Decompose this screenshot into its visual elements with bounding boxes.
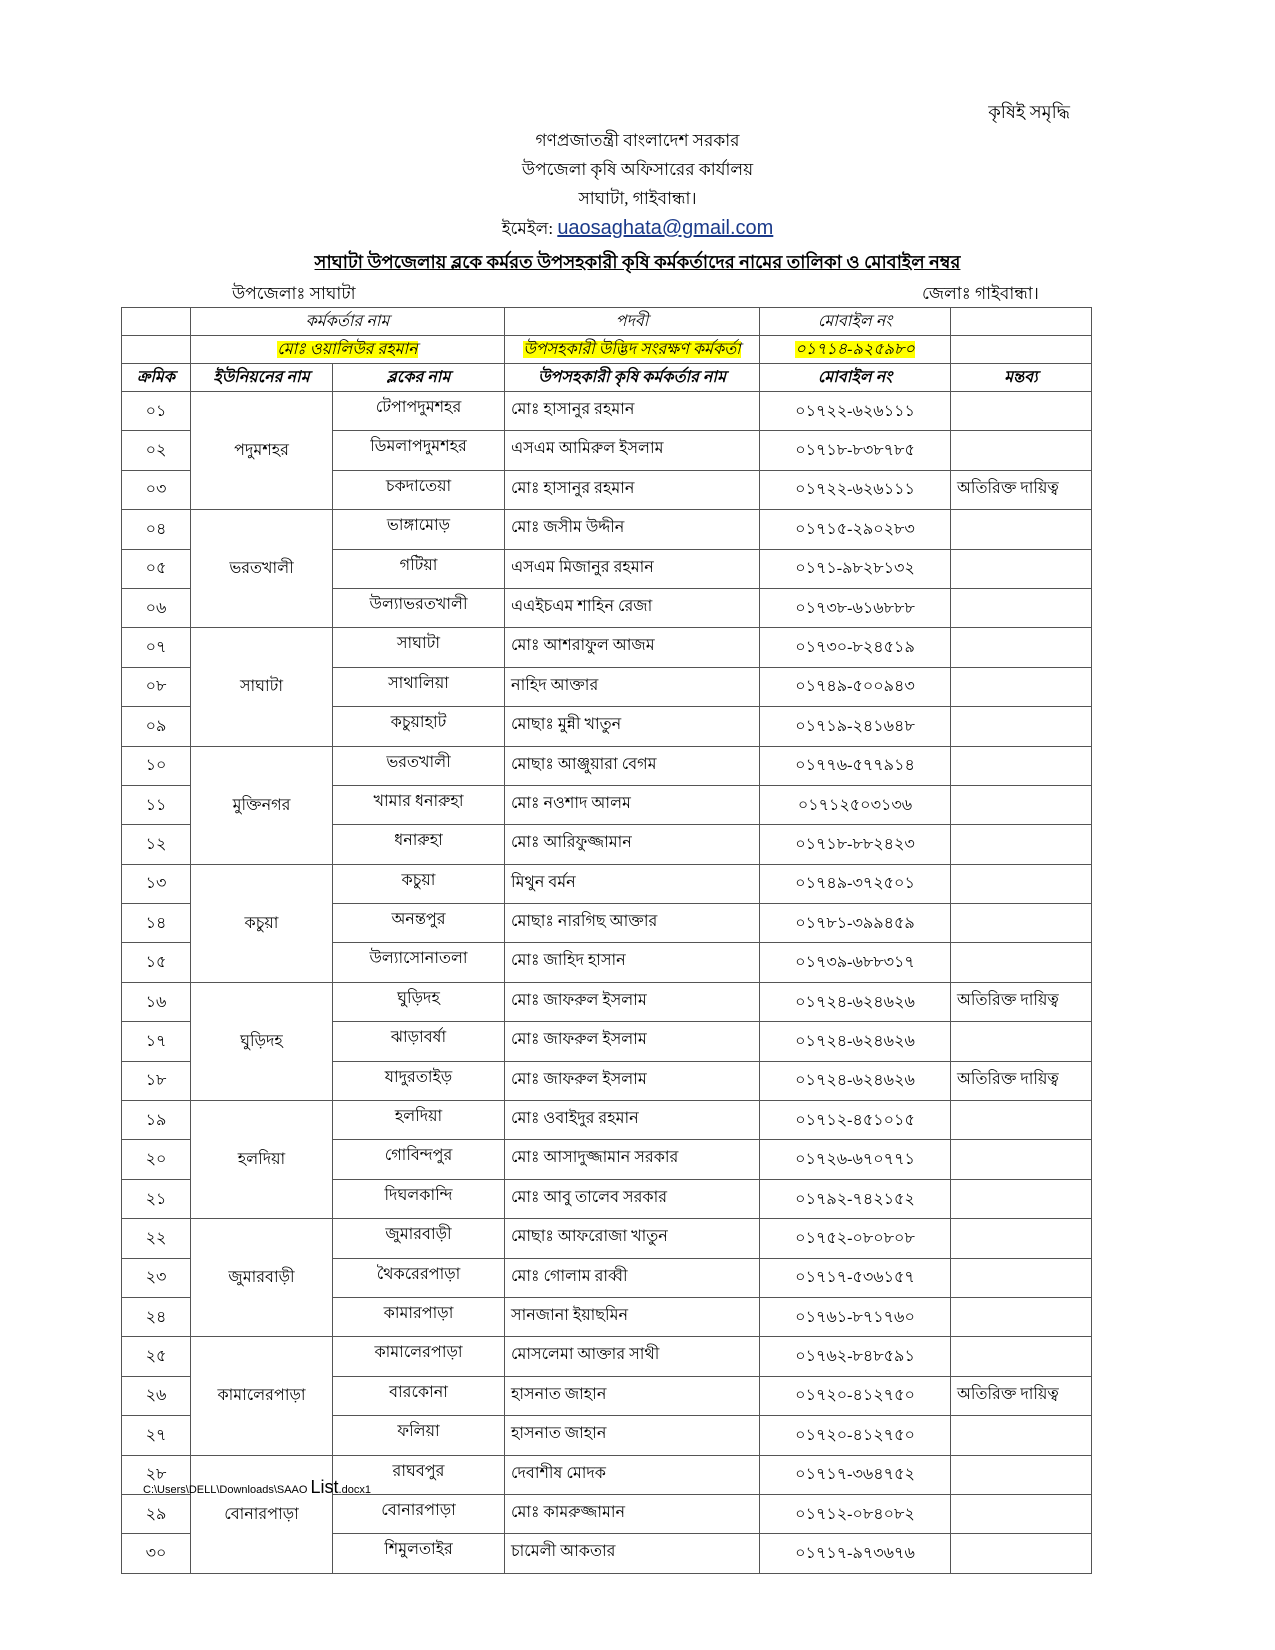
remark-cell (951, 864, 1092, 903)
mobile-cell: ০১৭১৭-৩৬৪৭৫২ (760, 1455, 951, 1494)
serial-cell: ২৯ (122, 1494, 191, 1533)
officer-name-cell: এসএম মিজানুর রহমান (505, 549, 760, 588)
serial-cell: ২২ (122, 1219, 191, 1258)
mobile-cell: ০১৭১২৫০৩১৩৬ (760, 785, 951, 824)
remark-cell (951, 825, 1092, 864)
serial-cell: ২৭ (122, 1416, 191, 1455)
block-cell: জুমারবাড়ী (333, 1219, 505, 1258)
block-cell: উল্যাসোনাতলা (333, 943, 505, 982)
remark-cell (951, 510, 1092, 549)
col-mobile: মোবাইল নং (760, 364, 951, 392)
block-cell: গোবিন্দপুর (333, 1140, 505, 1179)
mobile-cell: ০১৭১৭-৯৭৩৬৭৬ (760, 1534, 951, 1573)
serial-cell: ২৩ (122, 1258, 191, 1297)
block-cell: কামালেরপাড়া (333, 1337, 505, 1376)
serial-cell: ০৬ (122, 588, 191, 627)
officer-mobile: ০১৭১৪-৯২৫৯৮০ (795, 341, 915, 358)
remark-cell (951, 1337, 1092, 1376)
officer-name-cell: মোছাঃ মুন্নী খাতুন (505, 707, 760, 746)
officer-name-cell: মোঃ জাফরুল ইসলাম (505, 1061, 760, 1100)
officer-row (122, 336, 1092, 364)
table-row (122, 746, 1092, 785)
union-cell: কচুয়া (191, 864, 333, 982)
serial-cell: ২৫ (122, 1337, 191, 1376)
remark-cell (951, 943, 1092, 982)
officer-post: উপসহকারী উদ্ভিদ সংরক্ষণ কর্মকর্তা (523, 341, 741, 358)
mobile-cell: ০১৭৬১-৮৭১৭৬০ (760, 1297, 951, 1336)
union-cell: সাঘাটা (191, 628, 333, 746)
block-cell: গটিয়া (333, 549, 505, 588)
remark-cell: অতিরিক্ত দায়িত্ব (951, 1376, 1092, 1415)
col-union: ইউনিয়নের নাম (191, 364, 333, 392)
mobile-cell: ০১৭৬২-৮৪৮৫৯১ (760, 1337, 951, 1376)
officer-name-cell: মোঃ আসাদুজ্জামান সরকার (505, 1140, 760, 1179)
block-cell: অনন্তপুর (333, 904, 505, 943)
mobile-cell: ০১৭৩৮-৬১৬৮৮৮ (760, 588, 951, 627)
office-name: উপজেলা কৃষি অফিসারের কার্যালয় (521, 160, 754, 179)
email-link[interactable]: uaosaghata@gmail.com (557, 217, 774, 239)
block-cell: ভাঙ্গামোড় (333, 510, 505, 549)
officer-name-cell: মিথুন বর্মন (505, 864, 760, 903)
officer-name: মোঃ ওয়ালিউর রহমান (277, 341, 418, 358)
officer-name-cell: মোঃ ওবাইদুর রহমান (505, 1101, 760, 1140)
block-cell: ফলিয়া (333, 1416, 505, 1455)
serial-cell: ০৫ (122, 549, 191, 588)
remark-cell (951, 1494, 1092, 1533)
mobile-cell: ০১৭২০-৪১২৭৫০ (760, 1376, 951, 1415)
upazila-label: উপজেলাঃ সাঘাটা (232, 284, 356, 303)
block-cell: খামার ধনারুহা (333, 785, 505, 824)
block-cell: যাদুরতাইড় (333, 1061, 505, 1100)
union-cell: পদুমশহর (191, 392, 333, 510)
officer-name-cell: হাসনাত জাহান (505, 1376, 760, 1415)
serial-cell: ১৩ (122, 864, 191, 903)
officer-name-cell: মোঃ জসীম উদ্দীন (505, 510, 760, 549)
serial-cell: ০৭ (122, 628, 191, 667)
remark-cell (951, 1258, 1092, 1297)
serial-cell: ২১ (122, 1179, 191, 1218)
block-cell: সাঘাটা (333, 628, 505, 667)
serial-cell: ১৯ (122, 1101, 191, 1140)
officer-header-row (122, 308, 1092, 336)
officer-name-cell: মোঃ আবু তালেব সরকার (505, 1179, 760, 1218)
remark-cell (951, 392, 1092, 431)
remark-cell (951, 588, 1092, 627)
district-label: জেলাঃ গাইবান্ধা। (922, 284, 1039, 303)
remark-cell (951, 1101, 1092, 1140)
mobile-cell: ০১৭২২-৬২৬১১১ (760, 392, 951, 431)
block-cell: কচুয়া (333, 864, 505, 903)
block-cell: ভরতখালী (333, 746, 505, 785)
remark-cell (951, 1455, 1092, 1494)
remark-cell: অতিরিক্ত দায়িত্ব (951, 982, 1092, 1021)
remark-cell (951, 785, 1092, 824)
govt-name: গণপ্রজাতন্ত্রী বাংলাদেশ সরকার (535, 131, 740, 150)
officer-name-cell: মোছাঃ নারগিছ আক্তার (505, 904, 760, 943)
remark-cell (951, 1140, 1092, 1179)
block-cell: ধনারুহা (333, 825, 505, 864)
block-cell: টেপাপদুমশহর (333, 392, 505, 431)
officer-name-cell: চামেলী আকতার (505, 1534, 760, 1573)
officer-name-cell: মোঃ কামরুজ্জামান (505, 1494, 760, 1533)
serial-cell: ০৩ (122, 470, 191, 509)
mobile-cell: ০১৭৪৯-৫০০৯৪৩ (760, 667, 951, 706)
block-cell: রাঘবপুর (333, 1455, 505, 1494)
officer-name-cell: মোছাঃ আঞ্জুয়ারা বেগম (505, 746, 760, 785)
remark-cell (951, 746, 1092, 785)
col-officer: উপসহকারী কৃষি কর্মকর্তার নাম (505, 364, 760, 392)
union-cell: ভরতখালী (191, 510, 333, 628)
mobile-cell: ০১৭১৭-৫৩৬১৫৭ (760, 1258, 951, 1297)
serial-cell: ২৬ (122, 1376, 191, 1415)
remark-cell: অতিরিক্ত দায়িত্ব (951, 1061, 1092, 1100)
mobile-cell: ০১৭১৮-৮৩৮৭৮৫ (760, 431, 951, 470)
serial-cell: ১৫ (122, 943, 191, 982)
col-serial: ক্রমিক (122, 364, 191, 392)
remark-cell (951, 667, 1092, 706)
block-cell: থৈকরেরপাড়া (333, 1258, 505, 1297)
column-header-row (122, 364, 1092, 392)
remark-cell (951, 1416, 1092, 1455)
mobile-cell: ০১৭১-৯৮২৮১৩২ (760, 549, 951, 588)
serial-cell: ০৪ (122, 510, 191, 549)
mobile-cell: ০১৭৯২-৭৪২১৫২ (760, 1179, 951, 1218)
remark-cell (951, 628, 1092, 667)
remark-cell (951, 707, 1092, 746)
block-cell: চকদাতেয়া (333, 470, 505, 509)
col-remark: মন্তব্য (951, 364, 1092, 392)
block-cell: দিঘলকান্দি (333, 1179, 505, 1218)
mobile-cell: ০১৭৩০-৮২৪৫১৯ (760, 628, 951, 667)
remark-cell (951, 1219, 1092, 1258)
block-cell: ডিমলাপদুমশহর (333, 431, 505, 470)
table-row (122, 1101, 1092, 1140)
serial-cell: ০২ (122, 431, 191, 470)
block-cell: সাথালিয়া (333, 667, 505, 706)
remark-cell (951, 1022, 1092, 1061)
officer-name-cell: মোঃ নওশাদ আলম (505, 785, 760, 824)
serial-cell: ০১ (122, 392, 191, 431)
mobile-cell: ০১৭২৬-৬৭০৭৭১ (760, 1140, 951, 1179)
mobile-cell: ০১৭১২-৪৫১০১৫ (760, 1101, 951, 1140)
block-cell: কচুয়াহাট (333, 707, 505, 746)
motto: কৃষিই সমৃদ্ধি (988, 102, 1070, 122)
email-line (0, 216, 1275, 244)
mobile-cell: ০১৭১২-০৮৪০৮২ (760, 1494, 951, 1533)
officer-name-cell: মোসলেমা আক্তার সাথী (505, 1337, 760, 1376)
union-cell: কামালেরপাড়া (191, 1337, 333, 1455)
block-cell: ঘুড়িদহ (333, 982, 505, 1021)
union-cell: মুক্তিনগর (191, 746, 333, 864)
union-cell: জুমারবাড়ী (191, 1219, 333, 1337)
table-row (122, 510, 1092, 549)
officer-name-cell: এসএম আমিরুল ইসলাম (505, 431, 760, 470)
mobile-cell: ০১৭২৪-৬২৪৬২৬ (760, 982, 951, 1021)
block-cell: বোনারপাড়া (333, 1494, 505, 1533)
email-label: ইমেইল: (501, 219, 554, 238)
mobile-cell: ০১৭৩৯-৬৮৮৩১৭ (760, 943, 951, 982)
mobile-cell: ০১৭৪৯-৩৭২৫০১ (760, 864, 951, 903)
remark-cell (951, 549, 1092, 588)
col-block: ব্লকের নাম (333, 364, 505, 392)
mobile-cell: ০১৭৭৬-৫৭৭৯১৪ (760, 746, 951, 785)
table-row (122, 628, 1092, 667)
mobile-cell: ০১৭১৫-২৯০২৮৩ (760, 510, 951, 549)
remark-cell (951, 1534, 1092, 1573)
block-cell: উল্যাভরতখালী (333, 588, 505, 627)
officer-name-cell: মোঃ জাফরুল ইসলাম (505, 982, 760, 1021)
serial-cell: ৩০ (122, 1534, 191, 1573)
block-cell: বারকোনা (333, 1376, 505, 1415)
officer-name-cell: মোঃ হাসানুর রহমান (505, 392, 760, 431)
block-cell: হলদিয়া (333, 1101, 505, 1140)
officer-name-cell: মোঃ গোলাম রাব্বী (505, 1258, 760, 1297)
serial-cell: ২৪ (122, 1297, 191, 1336)
remark-cell (951, 904, 1092, 943)
officer-name-cell: মোছাঃ আফরোজা খাতুন (505, 1219, 760, 1258)
officer-mobile-label: মোবাইল নং (760, 308, 951, 336)
serial-cell: ০৯ (122, 707, 191, 746)
file-path-footer: C:\Users\DELL\Downloads\SAAO List.docx1 (143, 1477, 371, 1497)
mobile-cell: ০১৭৫২-০৮০৮০৮ (760, 1219, 951, 1258)
serial-cell: ১৪ (122, 904, 191, 943)
block-cell: কামারপাড়া (333, 1297, 505, 1336)
serial-cell: ২৮ (122, 1455, 191, 1494)
mobile-cell: ০১৭২০-৪১২৭৫০ (760, 1416, 951, 1455)
officer-name-cell: মোঃ আশরাফুল আজম (505, 628, 760, 667)
officer-name-cell: মোঃ জাফরুল ইসলাম (505, 1022, 760, 1061)
serial-cell: ১২ (122, 825, 191, 864)
officer-name-cell: সানজানা ইয়াছমিন (505, 1297, 760, 1336)
serial-cell: ১০ (122, 746, 191, 785)
office-location: সাঘাটা, গাইবান্ধা। (578, 189, 697, 208)
officer-name-cell: হাসনাত জাহান (505, 1416, 760, 1455)
officer-name-cell: মোঃ আরিফুজ্জামান (505, 825, 760, 864)
table-row (122, 1219, 1092, 1258)
mobile-cell: ০১৭১৯-২৪১৬৪৮ (760, 707, 951, 746)
mobile-cell: ০১৭২৪-৬২৪৬২৬ (760, 1061, 951, 1100)
serial-cell: ১৭ (122, 1022, 191, 1061)
union-cell: হলদিয়া (191, 1101, 333, 1219)
mobile-cell: ০১৭২২-৬২৬১১১ (760, 470, 951, 509)
serial-cell: ১১ (122, 785, 191, 824)
remark-cell (951, 431, 1092, 470)
table-row (122, 982, 1092, 1021)
officer-name-cell: নাহিদ আক্তার (505, 667, 760, 706)
document-title: সাঘাটা উপজেলায় ব্লকে কর্মরত উপসহকারী কৃষি কর্মকর্তাদের নামের তালিকা ও মোবাইল নম্বর (314, 252, 961, 272)
remark-cell (951, 1297, 1092, 1336)
table-row (122, 392, 1092, 431)
union-cell: বোনারপাড়া (191, 1455, 333, 1573)
serial-cell: ১৬ (122, 982, 191, 1021)
officer-name-label: কর্মকর্তার নাম (191, 308, 505, 336)
block-cell: ঝাড়াবর্ষা (333, 1022, 505, 1061)
serial-cell: ২০ (122, 1140, 191, 1179)
officer-name-cell: দেবাশীষ মোদক (505, 1455, 760, 1494)
serial-cell: ১৮ (122, 1061, 191, 1100)
table-row (122, 1337, 1092, 1376)
remark-cell (951, 1179, 1092, 1218)
officer-table (121, 307, 1092, 1574)
officer-post-label: পদবী (505, 308, 760, 336)
serial-cell: ০৮ (122, 667, 191, 706)
officer-name-cell: মোঃ হাসানুর রহমান (505, 470, 760, 509)
officer-name-cell: এএইচএম শাহিন রেজা (505, 588, 760, 627)
block-cell: শিমুলতাইর (333, 1534, 505, 1573)
mobile-cell: ০১৭২৪-৬২৪৬২৬ (760, 1022, 951, 1061)
union-cell: ঘুড়িদহ (191, 982, 333, 1100)
mobile-cell: ০১৭৮১-৩৯৯৪৫৯ (760, 904, 951, 943)
mobile-cell: ০১৭১৮-৮৮২৪২৩ (760, 825, 951, 864)
remark-cell: অতিরিক্ত দায়িত্ব (951, 470, 1092, 509)
table-row (122, 864, 1092, 903)
officer-name-cell: মোঃ জাহিদ হাসান (505, 943, 760, 982)
